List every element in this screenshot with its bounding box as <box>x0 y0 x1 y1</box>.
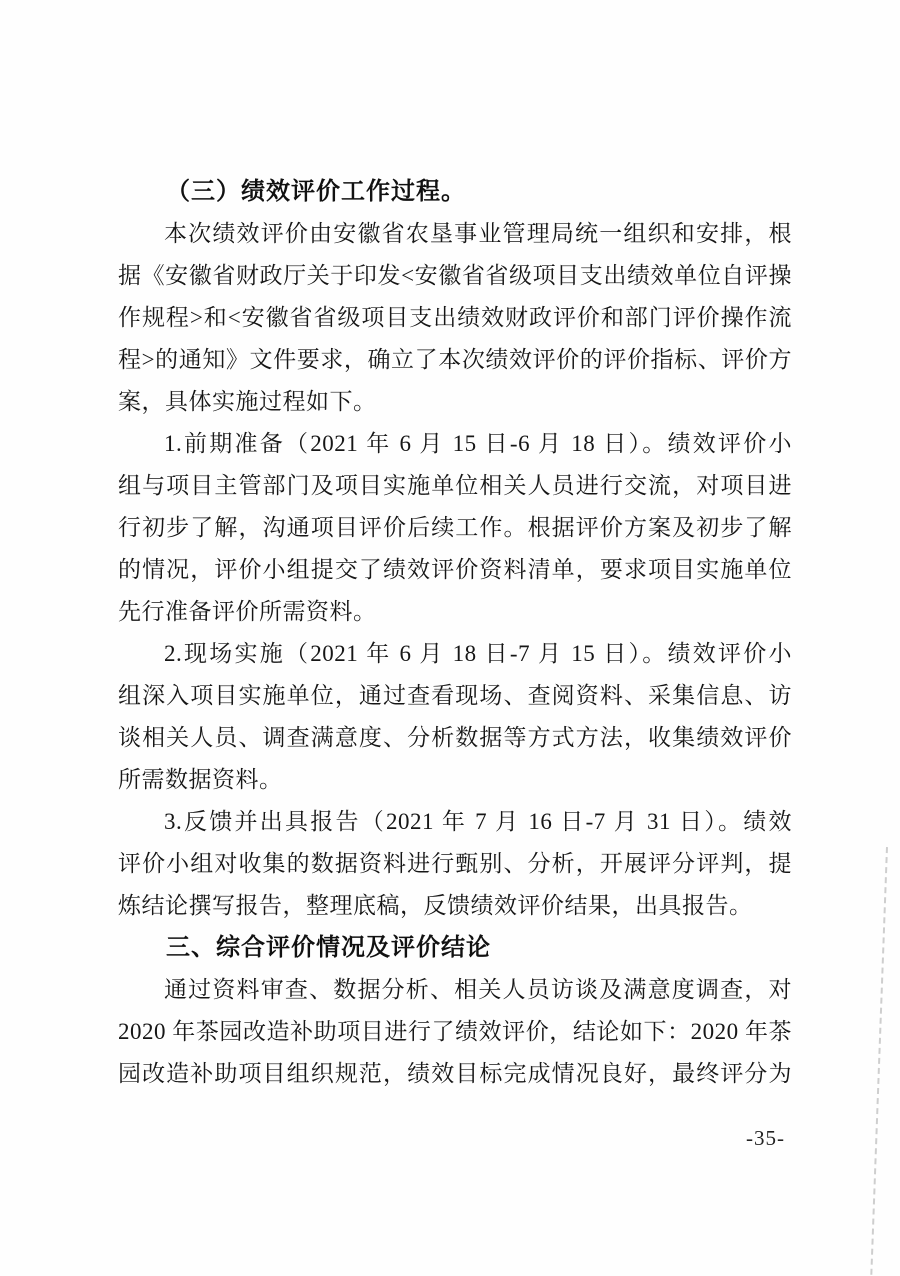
text-line: 2020 年茶园改造补助项目进行了绩效评价，结论如下：2020 年茶 <box>118 1019 792 1044</box>
page-number: -35- <box>746 1126 785 1150</box>
text-line: 作规程>和<安徽省省级项目支出绩效财政评价和部门评价操作流 <box>118 305 792 330</box>
text-line: 组深入项目实施单位，通过查看现场、查阅资料、采集信息、访 <box>118 683 792 708</box>
text-line: 1.前期准备（2021 年 6 月 15 日-6 月 18 日）。绩效评价小 <box>164 431 792 456</box>
scan-edge-artifact <box>870 847 888 1275</box>
text-line: 3.反馈并出具报告（2021 年 7 月 16 日-7 月 31 日）。绩效 <box>164 809 792 834</box>
section-heading-work-process: （三）绩效评价工作过程。 <box>166 178 466 205</box>
text-line: 据《安徽省财政厅关于印发<安徽省省级项目支出绩效单位自评操 <box>118 263 792 288</box>
document-body <box>118 171 792 1095</box>
text-line: 谈相关人员、调查满意度、分析数据等方式方法，收集绩效评价 <box>118 725 792 750</box>
text-line: 园改造补助项目组织规范，绩效目标完成情况良好，最终评分为 <box>118 1061 792 1086</box>
text-line: 行初步了解，沟通项目评价后续工作。根据评价方案及初步了解 <box>118 515 792 540</box>
text-line: 组与项目主管部门及项目实施单位相关人员进行交流，对项目进 <box>118 473 792 498</box>
text-line: 的情况，评价小组提交了绩效评价资料清单，要求项目实施单位 <box>118 557 792 582</box>
text-line: 案，具体实施过程如下。 <box>118 389 377 414</box>
text-line: 通过资料审查、数据分析、相关人员访谈及满意度调查，对 <box>164 977 792 1002</box>
text-line: 所需数据资料。 <box>118 767 283 792</box>
section-heading-conclusion: 三、综合评价情况及评价结论 <box>166 934 491 961</box>
text-line: 本次绩效评价由安徽省农垦事业管理局统一组织和安排，根 <box>164 221 792 246</box>
text-line: 炼结论撰写报告，整理底稿，反馈绩效评价结果，出具报告。 <box>118 893 753 918</box>
text-line: 2.现场实施（2021 年 6 月 18 日-7 月 15 日）。绩效评价小 <box>164 641 792 666</box>
text-line: 先行准备评价所需资料。 <box>118 599 377 624</box>
text-line: 程>的通知》文件要求，确立了本次绩效评价的评价指标、评价方 <box>118 347 792 372</box>
text-line: 评价小组对收集的数据资料进行甄别、分析，开展评分评判，提 <box>118 851 792 876</box>
